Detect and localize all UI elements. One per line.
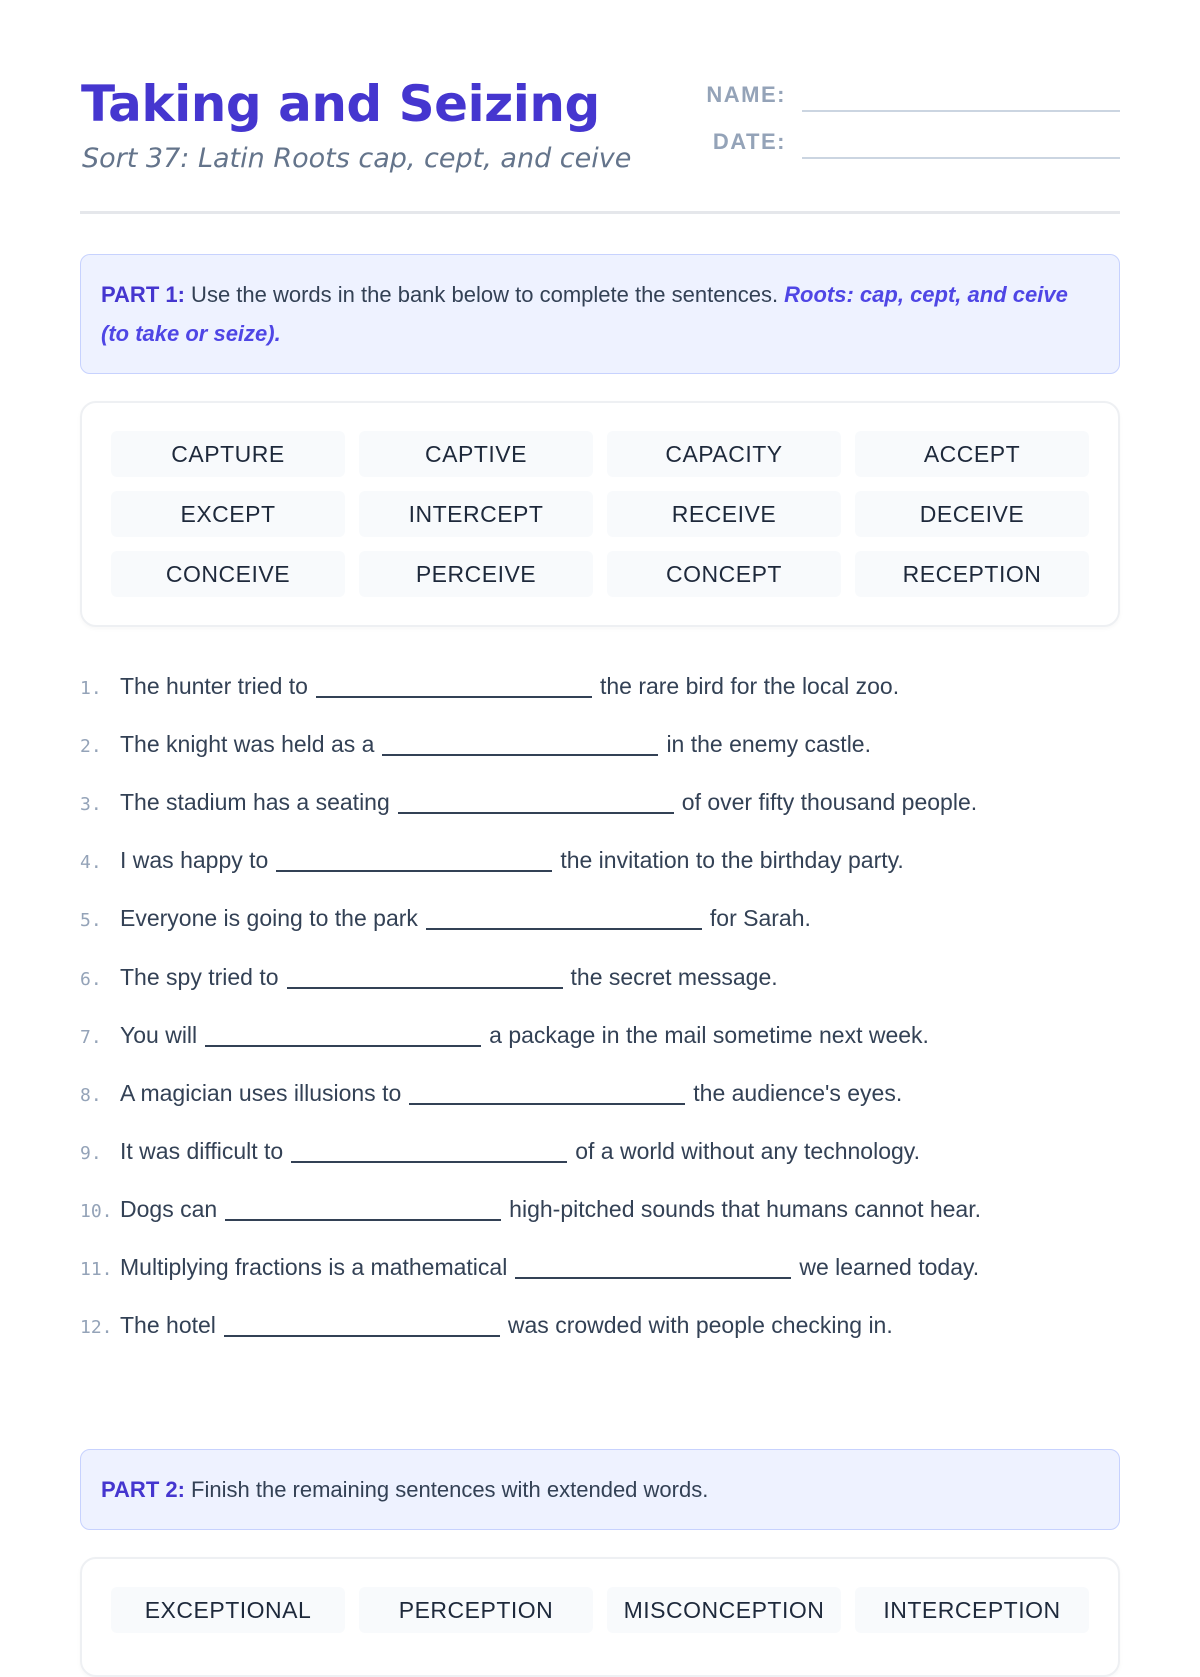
word-bank-item: ACCEPT xyxy=(855,431,1089,477)
sentence-row xyxy=(80,1189,981,1229)
sentence-number: 9. xyxy=(80,1142,102,1164)
answer-blank[interactable] xyxy=(515,1253,791,1279)
sentence-text-after: high-pitched sounds that humans cannot hear. xyxy=(509,1195,981,1222)
sentence-text-before: A magician uses illusions to xyxy=(120,1079,402,1106)
sentence-text-before: The knight was held as a xyxy=(120,731,375,758)
name-field-line[interactable] xyxy=(802,110,1120,112)
sentence-row xyxy=(80,1247,979,1287)
sentence-text-after: the audience's eyes. xyxy=(693,1079,903,1106)
sentence-row xyxy=(80,1015,929,1055)
answer-blank[interactable] xyxy=(291,1137,567,1163)
sentence-text-before: The hunter tried to xyxy=(120,673,308,699)
word-bank-part1 xyxy=(80,401,1120,627)
answer-blank[interactable] xyxy=(287,963,563,989)
sentence-number: 6. xyxy=(80,968,102,990)
date-field-line[interactable] xyxy=(802,157,1120,159)
sentence-text-before: The spy tried to xyxy=(120,963,279,990)
sentence-text-before: The stadium has a seating xyxy=(120,789,390,816)
sentence-row xyxy=(80,1131,920,1171)
word-bank-item: CAPTIVE xyxy=(359,431,593,477)
sentence-text-after: was crowded with people checking in. xyxy=(507,1312,893,1339)
word-bank-item: MISCONCEPTION xyxy=(607,1587,841,1633)
sentence-row xyxy=(80,1305,893,1345)
sentence-number: 4. xyxy=(80,852,102,874)
answer-blank[interactable] xyxy=(225,1195,501,1221)
sentence-number: 5. xyxy=(80,910,102,932)
sentence-number: 11. xyxy=(80,1259,113,1280)
sentence-text-before: Multiplying fractions is a mathematical xyxy=(120,1254,508,1280)
answer-blank[interactable] xyxy=(426,904,702,930)
part1-instructions xyxy=(80,254,1120,374)
part2-label: PART 2: xyxy=(101,1476,185,1502)
page-title: Taking and Seizing xyxy=(81,75,600,133)
word-bank-item: CONCEPT xyxy=(607,551,841,597)
part2-text: Finish the remaining sentences with extended words. xyxy=(184,1476,709,1502)
sentence-text-after: of a world without any technology. xyxy=(575,1137,920,1164)
word-bank-grid xyxy=(82,1559,1118,1633)
sentence-text-before: The hotel xyxy=(120,1312,216,1339)
sentence-text-before: Dogs can xyxy=(120,1195,218,1222)
sentence-row xyxy=(80,957,778,997)
sentence-row xyxy=(80,724,871,764)
sentence-number: 12. xyxy=(80,1317,113,1339)
sentence-row xyxy=(80,840,904,880)
part1-label: PART 1: xyxy=(101,282,185,307)
sentence-row xyxy=(80,782,977,822)
sentence-number: 3. xyxy=(80,794,102,816)
sentence-text-after: in the enemy castle. xyxy=(666,731,871,758)
word-bank-item: INTERCEPT xyxy=(359,491,593,537)
part2-instructions xyxy=(80,1449,1120,1530)
word-bank-item: EXCEPT xyxy=(111,491,345,537)
answer-blank[interactable] xyxy=(409,1079,685,1105)
sentence-row xyxy=(80,898,811,938)
sentence-text-after: the rare bird for the local zoo. xyxy=(599,673,900,699)
sentence-text-after: for Sarah. xyxy=(709,905,811,932)
sentence-number: 7. xyxy=(80,1026,102,1048)
sentence-number: 8. xyxy=(80,1084,102,1106)
sentence-number: 2. xyxy=(80,736,102,758)
word-bank-item: CONCEIVE xyxy=(111,551,345,597)
header-divider xyxy=(80,211,1120,214)
answer-blank[interactable] xyxy=(398,788,674,814)
word-bank-item: EXCEPTIONAL xyxy=(111,1587,345,1633)
sentence-text-after: we learned today. xyxy=(799,1254,980,1280)
date-label: DATE: xyxy=(712,129,786,154)
answer-blank[interactable] xyxy=(382,730,658,756)
word-bank-item: CAPACITY xyxy=(607,431,841,477)
name-label: NAME: xyxy=(706,82,786,107)
word-bank-grid xyxy=(82,403,1118,597)
sentence-text-before: I was happy to xyxy=(120,847,269,874)
sentence-text-after: the secret message. xyxy=(570,963,778,990)
sentence-row xyxy=(80,1073,902,1113)
sentence-text-before: It was difficult to xyxy=(120,1137,284,1164)
sentence-row xyxy=(80,666,899,706)
word-bank-item: PERCEPTION xyxy=(359,1587,593,1633)
part1-text: Use the words in the bank below to complete the sentences. xyxy=(184,282,785,307)
word-bank-part2 xyxy=(80,1557,1120,1677)
sentence-text-after: a package in the mail sometime next week. xyxy=(489,1021,929,1048)
word-bank-item: RECEPTION xyxy=(855,551,1089,597)
sentence-text-after: the invitation to the birthday party. xyxy=(560,847,904,874)
word-bank-item: INTERCEPTION xyxy=(855,1587,1089,1633)
sentence-number: 1. xyxy=(80,678,102,699)
answer-blank[interactable] xyxy=(276,846,552,872)
sentence-text-before: You will xyxy=(120,1021,198,1048)
word-bank-item: RECEIVE xyxy=(607,491,841,537)
sentence-number: 10. xyxy=(80,1200,113,1222)
page-subtitle: Sort 37: Latin Roots cap, cept, and ceive xyxy=(82,143,632,174)
word-bank-item: PERCEIVE xyxy=(359,551,593,597)
word-bank-item: DECEIVE xyxy=(855,491,1089,537)
answer-blank[interactable] xyxy=(224,1311,500,1337)
answer-blank[interactable] xyxy=(316,672,592,698)
answer-blank[interactable] xyxy=(205,1021,481,1047)
sentence-text-after: of over fifty thousand people. xyxy=(681,789,978,816)
word-bank-item: CAPTURE xyxy=(111,431,345,477)
part1-roots-note: Roots: cap, cept, and ceive (to take or seize). xyxy=(101,282,1068,346)
sentence-text-before: Everyone is going to the park xyxy=(120,905,418,932)
